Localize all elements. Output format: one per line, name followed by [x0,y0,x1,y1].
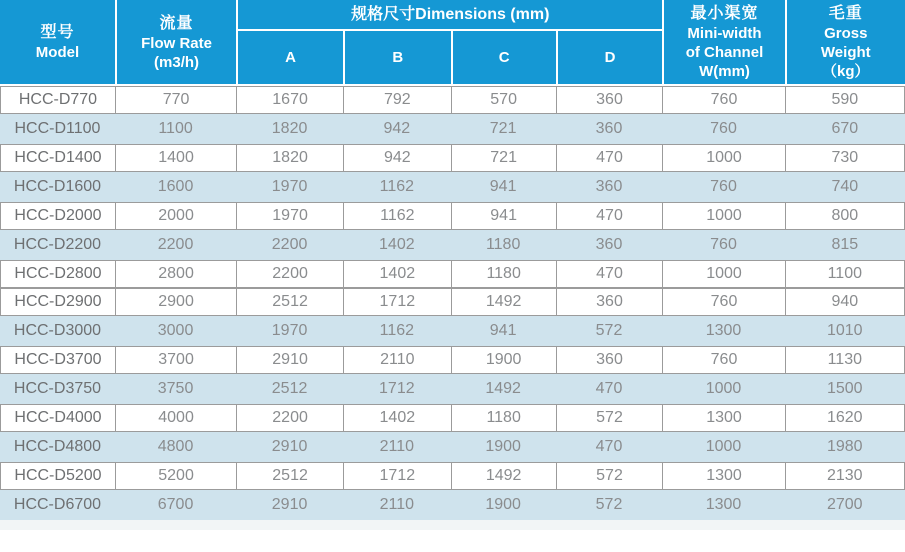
value-cell: 815 [785,230,905,260]
header-dim-c: C [451,31,556,86]
table-row [0,346,905,374]
value-cell: 1970 [236,202,343,230]
value-cell: 1100 [785,260,905,288]
value-cell: 1820 [236,114,343,144]
model-cell: HCC-D5200 [0,462,115,490]
value-cell: 2700 [785,490,905,520]
value-cell: 2200 [236,260,343,288]
model-cell: HCC-D770 [0,86,115,114]
model-cell: HCC-D4800 [0,432,115,462]
value-cell: 760 [662,114,784,144]
model-cell: HCC-D3700 [0,346,115,374]
value-cell: 2910 [236,346,343,374]
value-cell: 360 [556,172,663,202]
value-cell: 941 [451,202,556,230]
value-cell: 941 [451,316,556,346]
model-cell: HCC-D2200 [0,230,115,260]
header-model-zh: 型号 [40,24,75,41]
value-cell: 1492 [451,374,556,404]
header-flow-zh: 流量 [159,14,194,32]
value-cell: 721 [451,114,556,144]
value-cell: 2512 [236,288,343,316]
value-cell: 470 [556,260,663,288]
table-row [0,144,905,172]
value-cell: 572 [556,316,663,346]
value-cell: 1712 [343,462,451,490]
table-body [0,86,905,520]
value-cell: 2130 [785,462,905,490]
header-flow-en: Flow Rate [141,34,212,52]
table-row [0,462,905,490]
value-cell: 3750 [115,374,236,404]
value-cell: 2512 [236,374,343,404]
header-dim-b: B [343,31,451,86]
table-row [0,260,905,288]
value-cell: 1180 [451,230,556,260]
value-cell: 1402 [343,404,451,432]
value-cell: 1900 [451,346,556,374]
value-cell: 2512 [236,462,343,490]
value-cell: 2200 [115,230,236,260]
value-cell: 1162 [343,172,451,202]
value-cell: 2910 [236,490,343,520]
value-cell: 760 [662,230,784,260]
table-row [0,288,905,316]
value-cell: 1300 [662,404,784,432]
header-weight-en2: Weight [820,44,871,61]
header-model [0,0,115,86]
value-cell: 2200 [236,404,343,432]
value-cell: 760 [662,86,784,114]
value-cell: 800 [785,202,905,230]
table-row [0,374,905,404]
table-row [0,172,905,202]
value-cell: 1162 [343,316,451,346]
header-channel-width [662,0,784,86]
value-cell: 1300 [662,462,784,490]
value-cell: 1492 [451,462,556,490]
value-cell: 941 [451,172,556,202]
table-row [0,230,905,260]
value-cell: 1300 [662,316,784,346]
value-cell: 572 [556,490,663,520]
value-cell: 1100 [115,114,236,144]
model-cell: HCC-D4000 [0,404,115,432]
value-cell: 770 [115,86,236,114]
value-cell: 1980 [785,432,905,462]
value-cell: 4800 [115,432,236,462]
value-cell: 1180 [451,260,556,288]
value-cell: 470 [556,374,663,404]
table-row [0,490,905,520]
model-cell: HCC-D1600 [0,172,115,202]
value-cell: 470 [556,202,663,230]
header-dimensions-group: 规格尺寸Dimensions (mm) [236,0,662,31]
value-cell: 1000 [662,374,784,404]
value-cell: 760 [662,288,784,316]
value-cell: 760 [662,172,784,202]
value-cell: 1402 [343,260,451,288]
value-cell: 360 [556,86,663,114]
value-cell: 2110 [343,490,451,520]
table-row [0,202,905,230]
value-cell: 1180 [451,404,556,432]
value-cell: 1600 [115,172,236,202]
value-cell: 470 [556,432,663,462]
value-cell: 1712 [343,288,451,316]
value-cell: 1130 [785,346,905,374]
value-cell: 942 [343,114,451,144]
value-cell: 730 [785,144,905,172]
value-cell: 6700 [115,490,236,520]
value-cell: 2000 [115,202,236,230]
value-cell: 1900 [451,490,556,520]
value-cell: 470 [556,144,663,172]
value-cell: 1500 [785,374,905,404]
header-gross-weight [785,0,905,86]
bottom-margin [0,520,905,530]
header-weight-unit: （kg） [822,63,870,80]
value-cell: 360 [556,230,663,260]
model-cell: HCC-D2800 [0,260,115,288]
value-cell: 760 [662,346,784,374]
value-cell: 590 [785,86,905,114]
header-model-en: Model [35,44,80,61]
header-channel-en1: Mini-width [687,25,762,42]
value-cell: 1000 [662,144,784,172]
value-cell: 572 [556,462,663,490]
value-cell: 1670 [236,86,343,114]
header-flow-unit: (m3/h) [154,53,200,71]
value-cell: 2900 [115,288,236,316]
header-weight-en1: Gross [824,25,868,42]
value-cell: 1620 [785,404,905,432]
table-row [0,432,905,462]
value-cell: 1402 [343,230,451,260]
value-cell: 1162 [343,202,451,230]
value-cell: 2110 [343,346,451,374]
value-cell: 940 [785,288,905,316]
value-cell: 1000 [662,202,784,230]
header-flow-rate [115,0,236,86]
value-cell: 942 [343,144,451,172]
value-cell: 792 [343,86,451,114]
value-cell: 1492 [451,288,556,316]
value-cell: 1400 [115,144,236,172]
value-cell: 570 [451,86,556,114]
value-cell: 721 [451,144,556,172]
model-cell: HCC-D6700 [0,490,115,520]
header-dim-d: D [556,31,663,86]
model-cell: HCC-D3750 [0,374,115,404]
value-cell: 4000 [115,404,236,432]
model-cell: HCC-D1400 [0,144,115,172]
header-dim-a: A [236,31,343,86]
header-channel-zh: 最小渠宽 [690,5,759,22]
value-cell: 740 [785,172,905,202]
header-channel-en2: of Channel [685,44,764,61]
value-cell: 1010 [785,316,905,346]
model-cell: HCC-D2000 [0,202,115,230]
value-cell: 2200 [236,230,343,260]
value-cell: 3700 [115,346,236,374]
table-row [0,316,905,346]
table-row [0,86,905,114]
value-cell: 360 [556,288,663,316]
value-cell: 360 [556,114,663,144]
value-cell: 5200 [115,462,236,490]
value-cell: 2910 [236,432,343,462]
value-cell: 1820 [236,144,343,172]
value-cell: 1712 [343,374,451,404]
value-cell: 2800 [115,260,236,288]
value-cell: 572 [556,404,663,432]
header-channel-unit: W(mm) [699,63,750,80]
value-cell: 1900 [451,432,556,462]
header-weight-zh: 毛重 [828,5,863,22]
model-cell: HCC-D2900 [0,288,115,316]
table-row [0,114,905,144]
model-cell: HCC-D3000 [0,316,115,346]
value-cell: 1970 [236,172,343,202]
value-cell: 3000 [115,316,236,346]
value-cell: 670 [785,114,905,144]
value-cell: 1300 [662,490,784,520]
value-cell: 1970 [236,316,343,346]
value-cell: 2110 [343,432,451,462]
value-cell: 360 [556,346,663,374]
value-cell: 1000 [662,260,784,288]
model-cell: HCC-D1100 [0,114,115,144]
table-row [0,404,905,432]
table-header [0,0,905,86]
value-cell: 1000 [662,432,784,462]
